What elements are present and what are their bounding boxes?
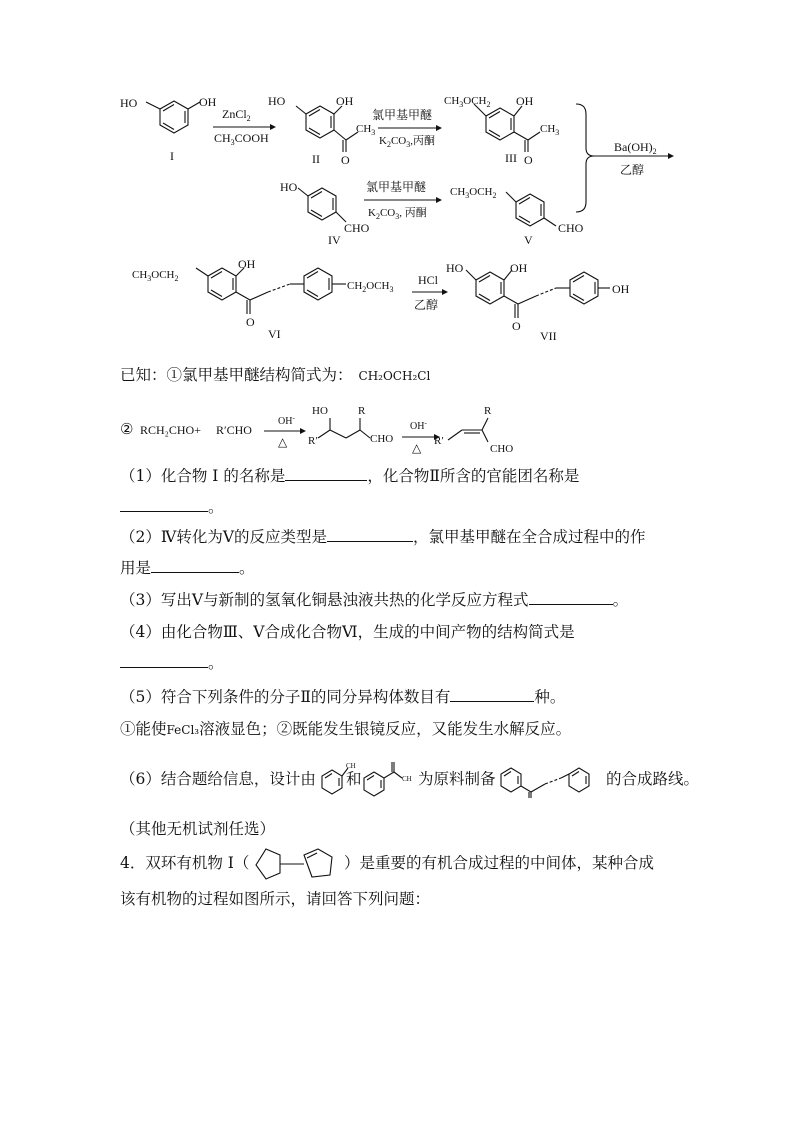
known-2-scheme <box>118 398 568 458</box>
svg-text:CH: CH <box>402 775 412 783</box>
svg-text:CH3: $CH_3$ <box>540 123 560 137</box>
svg-text:VI: VI <box>268 327 281 341</box>
bicyclic-compound <box>252 843 344 883</box>
svg-text:CH3OCH2: $CH_3OCH_2$ <box>450 186 497 200</box>
svg-text:II: II <box>312 152 320 166</box>
svg-text:HO: HO <box>312 405 328 417</box>
question-6-note: （其他无机试剂任选） <box>120 820 276 838</box>
answer-blank[interactable] <box>450 687 534 702</box>
question-1-line1: （1）化合物 I 的名称是 ，化合物Ⅱ所含的官能团名称是 <box>120 467 580 485</box>
compound-IV <box>280 180 370 247</box>
svg-text:CH: CH <box>346 762 356 770</box>
svg-text:R′CHO: R′CHO <box>216 423 252 437</box>
q6-chalcone <box>497 758 611 798</box>
answer-blank[interactable] <box>529 590 613 605</box>
compound-VI <box>132 257 394 341</box>
svg-text:O: O <box>246 315 255 329</box>
arrow-3 <box>364 179 442 221</box>
svg-text:R: R <box>484 405 492 417</box>
ch3cooh-text: $CH_3COOH$ <box>214 131 269 147</box>
svg-text:HO: HO <box>446 261 464 275</box>
question-6-and: 和 <box>346 770 362 788</box>
label-I: I <box>170 149 174 163</box>
answer-blank[interactable] <box>285 466 367 481</box>
svg-text:△: △ <box>278 435 288 449</box>
svg-text:氯甲基甲醚: 氯甲基甲醚 <box>372 108 433 122</box>
zncl2-text: ZnCl$_2$ <box>222 107 251 123</box>
svg-text:K2CO3,丙酮: $K_2CO_3$,丙酮 <box>379 135 435 149</box>
svg-text:V: V <box>524 233 533 247</box>
answer-blank[interactable] <box>151 558 239 573</box>
arrow-4 <box>412 273 448 312</box>
svg-text:HO: HO <box>280 180 298 194</box>
question-6: （6）结合题给信息，设计由 <box>120 770 316 788</box>
label-oh: OH <box>199 95 217 109</box>
question-3: （3）写出Ⅴ与新制的氢氧化铜悬浊液共热的化学反应方程式 。 <box>120 591 629 609</box>
svg-text:K2CO3, 丙酮: $K_2CO_3$, 丙酮 <box>368 207 427 221</box>
compound-VII <box>446 261 630 343</box>
brace-arrow <box>576 104 674 212</box>
compound-I <box>120 95 217 163</box>
svg-text:OH-: OH- <box>278 414 295 427</box>
compound-V <box>450 186 584 247</box>
question-4-line2: 。 <box>120 652 224 674</box>
svg-text:VII: VII <box>540 329 557 343</box>
problem-4-line1b: ）是重要的有机合成过程的中间体，某种合成 <box>344 854 655 872</box>
arrow-1 <box>213 107 276 147</box>
question-5-conditions: ①能使FeCl₃溶液显色；②既能发生银镜反应，又能发生水解反应。 <box>120 720 572 738</box>
svg-text:CHO: CHO <box>558 221 584 235</box>
svg-text:III: III <box>505 151 517 165</box>
problem-4-line2: 该有机物的过程如图所示，请回答下列问题： <box>120 890 431 908</box>
svg-text:CH3OCH2: $CH_3OCH_2$ <box>444 95 491 109</box>
svg-text:乙醇: 乙醇 <box>620 163 645 177</box>
compound-II <box>268 94 375 167</box>
svg-text:O: O <box>341 153 350 167</box>
question-6-end: 的合成路线。 <box>606 770 700 788</box>
svg-text:R: R <box>358 405 366 417</box>
svg-text:氯甲基甲醚: 氯甲基甲醚 <box>366 180 427 194</box>
question-1-line2: 。 <box>120 496 224 518</box>
answer-blank[interactable] <box>120 497 208 512</box>
question-6-prepare: 为原料制备 <box>418 770 496 788</box>
svg-text:Ba(OH)2: $Ba(OH)_2$ <box>614 140 657 156</box>
svg-text:OH: OH <box>612 282 630 296</box>
svg-text:IV: IV <box>328 233 341 247</box>
svg-text:RCH₂CHO+: RCH₂CHO+ <box>140 423 201 437</box>
svg-text:O: O <box>512 319 521 333</box>
question-4-line1: （4）由化合物Ⅲ、Ⅴ合成化合物Ⅵ，生成的中间产物的结构简式是 <box>120 623 575 641</box>
q6-acetophenone <box>362 758 420 798</box>
reaction-scheme <box>0 0 794 360</box>
svg-text:OH: OH <box>516 94 534 108</box>
svg-text:CHO: CHO <box>344 221 370 235</box>
svg-text:HCl: HCl <box>418 273 439 287</box>
compound-III <box>444 94 559 167</box>
answer-blank[interactable] <box>120 653 208 668</box>
svg-text:OH: OH <box>336 94 354 108</box>
svg-text:CH2OCH3: $CH_2OCH_3$ <box>347 280 394 294</box>
arrow-2 <box>372 107 442 149</box>
question-5: （5）符合下列条件的分子Ⅱ的同分异构体数目有 种。 <box>120 688 566 706</box>
svg-text:②: ② <box>120 422 134 438</box>
svg-text:CH3: $CH_3$ <box>356 123 376 137</box>
svg-text:OH-: OH- <box>410 419 427 432</box>
svg-text:CH3OCH2: $CH_3OCH_2$ <box>132 269 179 283</box>
question-2-line2: 用是 。 <box>120 559 255 577</box>
svg-text:OH: OH <box>510 261 528 275</box>
known-1: 已知：①氯甲基甲醚结构简式为： CH₂OCH₂Cl <box>120 366 431 384</box>
svg-text:CHO: CHO <box>490 443 514 455</box>
label-ho: HO <box>120 96 138 110</box>
svg-text:R′: R′ <box>308 435 318 447</box>
answer-blank[interactable] <box>327 527 413 542</box>
svg-text:R′: R′ <box>434 435 444 447</box>
svg-text:O: O <box>524 153 533 167</box>
problem-4-line1: 4．双环有机物 I（ <box>120 854 250 872</box>
svg-text:HO: HO <box>268 94 286 108</box>
svg-text:乙醇: 乙醇 <box>414 298 439 312</box>
svg-text:OH: OH <box>238 257 256 271</box>
svg-text:△: △ <box>412 441 422 455</box>
svg-text:CHO: CHO <box>370 433 394 445</box>
question-2-line1: （2）Ⅳ转化为Ⅴ的反应类型是 ，氯甲基甲醚在全合成过程中的作 <box>120 528 646 546</box>
